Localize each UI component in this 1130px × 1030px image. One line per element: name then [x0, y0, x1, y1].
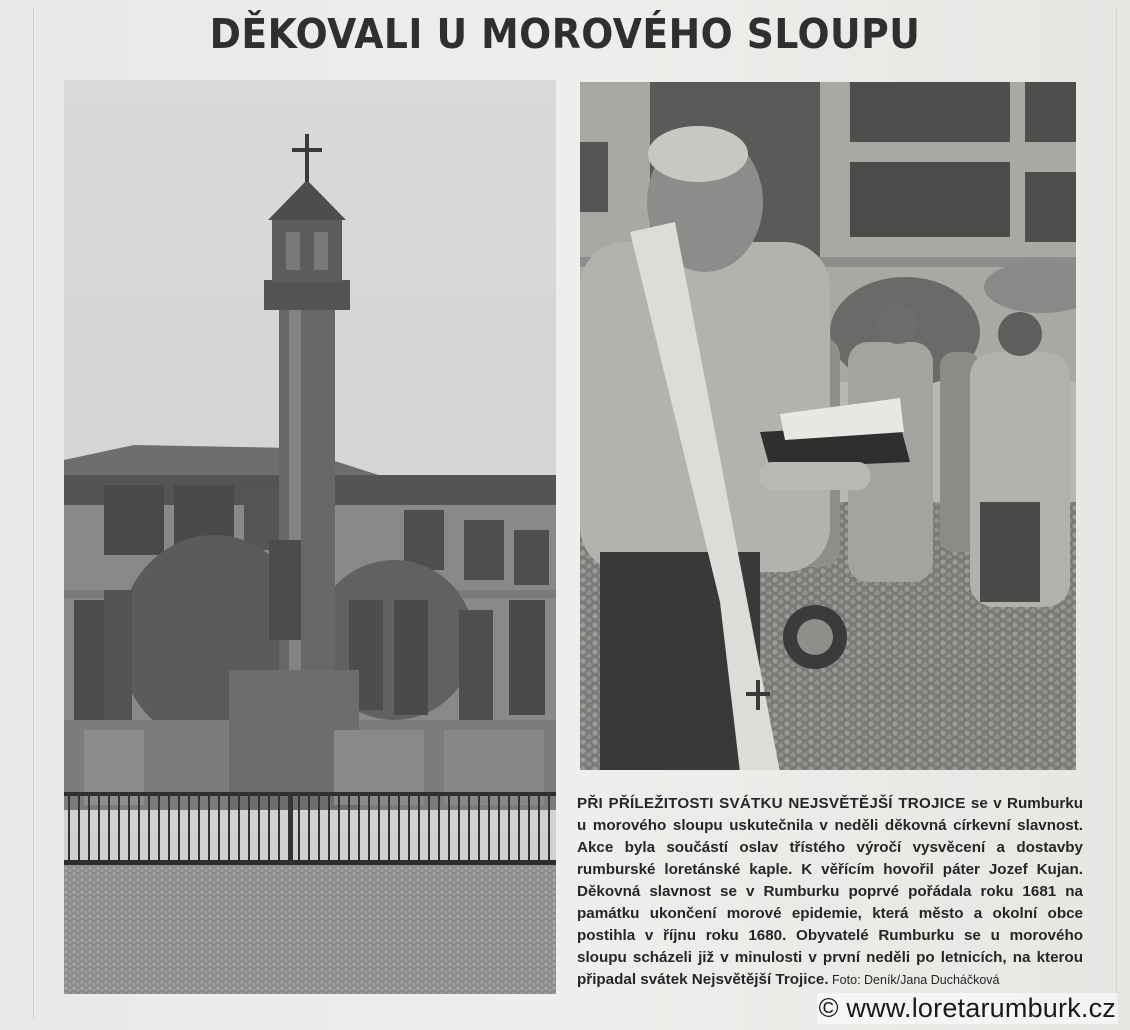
photo-credit: Foto: Deník/Jana Ducháčková	[828, 973, 1000, 987]
plague-column-image	[64, 80, 556, 994]
priest-congregation-photo	[580, 82, 1076, 770]
caption-lead: PŘI PŘÍLEŽITOSTI SVÁTKU NEJSVĚTĚJŠÍ TROJICE	[577, 795, 966, 812]
caption-body: se v Rumburku u morového sloupu uskutečnila v neděli děkovná církevní slavnost. Akce byla součástí oslav třístého výročí vysvěcení a dostavby rumburské loretánské kaple. K věřícím hovořil páter Jozef Kujan. Děkovná slavnost se v Rumburku poprvé pořádala roku 1681 na památku ukončení morové epidemie, která město a okolní obce postihla v říjnu roku 1680. Obyvatelé Rumburku se u morového sloupu scházeli již v minulosti v první neděli po letnicích, na kterou připadal svátek Nejsvětější Trojice.	[577, 795, 1083, 988]
website-watermark: © www.loretarumburk.cz	[818, 993, 1116, 1023]
photo-caption	[577, 793, 1083, 991]
plague-column-photo	[64, 80, 556, 994]
priest-congregation-image	[580, 82, 1076, 770]
headline: DĚKOVALI U MOROVÉHO SLOUPU	[209, 10, 921, 58]
